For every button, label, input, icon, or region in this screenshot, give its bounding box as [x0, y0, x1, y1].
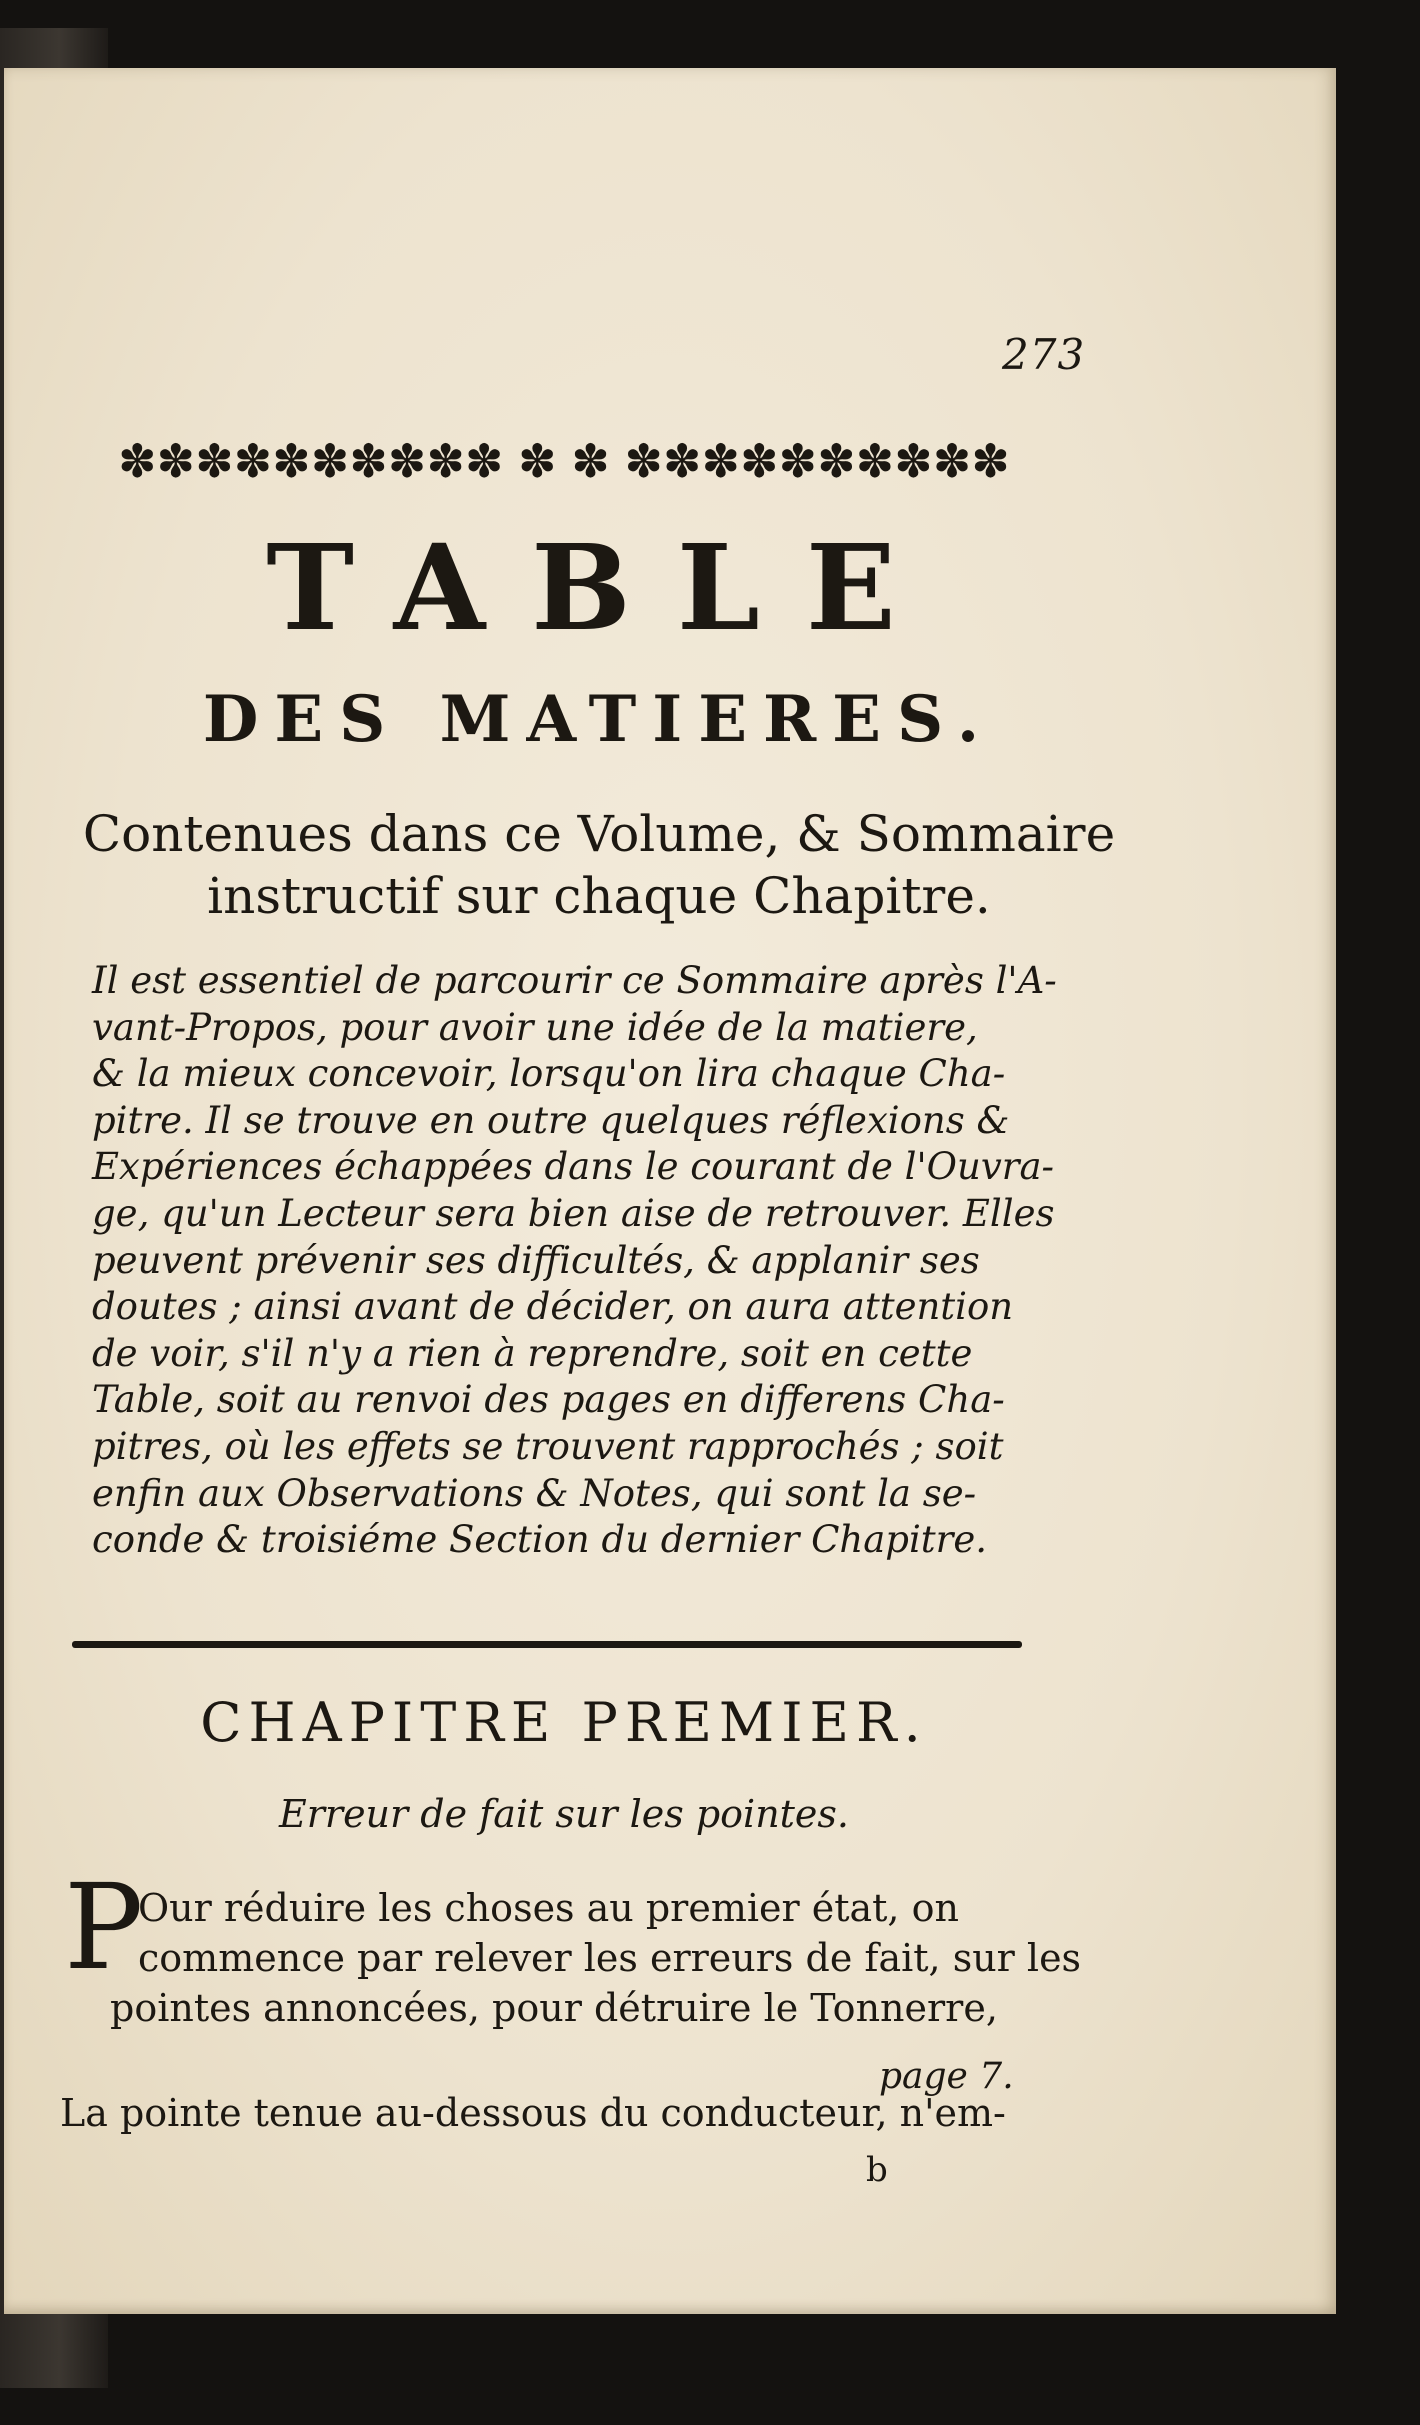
intro-line: conde & troisiéme Section du dernier Chapitre.: [92, 1518, 988, 1562]
page-title: TABLE: [266, 518, 942, 657]
ornament-band: ✽✽✽✽✽✽✽✽✽✽ ✽ ✽ ✽✽✽✽✽✽✽✽✽✽: [118, 434, 1010, 488]
intro-line: Expériences échappées dans le courant de l'Ouvra-: [92, 1145, 1054, 1189]
intro-line: vant-Propos, pour avoir une idée de la matiere,: [92, 1005, 978, 1049]
intro-line: doutes ; ainsi avant de décider, on aura attention: [92, 1285, 1014, 1329]
chapter-subtitle: Erreur de fait sur les pointes.: [279, 1792, 849, 1836]
page-number: 273: [1002, 330, 1086, 379]
intro-line: pitre. Il se trouve en outre quelques réflexions &: [92, 1098, 1010, 1142]
intro-line: ge, qu'un Lecteur sera bien aise de retrouver. Elles: [92, 1191, 1055, 1235]
contents-heading-line-2: instructif sur chaque Chapitre.: [207, 867, 991, 925]
intro-line: pitres, où les effets se trouvent rapprochés ; soit: [92, 1424, 1004, 1468]
intro-line: & la mieux concevoir, lorsqu'on lira chaque Cha-: [92, 1052, 1006, 1096]
intro-line: de voir, s'il n'y a rien à reprendre, soit en cette: [92, 1331, 973, 1375]
book-page: [4, 68, 1336, 2314]
chapter-title: CHAPITRE PREMIER.: [200, 1691, 928, 1754]
intro-paragraph: [92, 958, 1056, 1564]
intro-line: Il est essentiel de parcourir ce Sommaire après l'A-: [92, 959, 1057, 1002]
body-paragraph: [66, 1883, 1082, 2033]
body-line: pointes annoncées, pour détruire le Tonnerre,: [110, 1986, 998, 2030]
catchword: b: [866, 2150, 888, 2190]
body-line: commence par relever les erreurs de fait, sur les: [138, 1936, 1082, 1980]
contents-heading-line-1: Contenues dans ce Volume, & Sommaire: [82, 805, 1116, 863]
body-line: Our réduire les choses au premier état, on: [138, 1886, 959, 1930]
intro-line: Table, soit au renvoi des pages en differens Cha-: [92, 1378, 1005, 1422]
intro-line: enfin aux Observations & Notes, qui sont la se-: [92, 1471, 977, 1515]
section-divider: [72, 1641, 1022, 1648]
page-reference: page 7.: [879, 2056, 1014, 2097]
page-subtitle: DES MATIERES.: [202, 682, 996, 757]
contents-heading: [4, 803, 1194, 927]
drop-cap: P: [64, 1858, 144, 1996]
intro-line: peuvent prévenir ses difficultés, & applanir ses: [92, 1238, 980, 1282]
body-line-last: La pointe tenue au-dessous du conducteur, n'em-: [60, 2091, 1006, 2135]
